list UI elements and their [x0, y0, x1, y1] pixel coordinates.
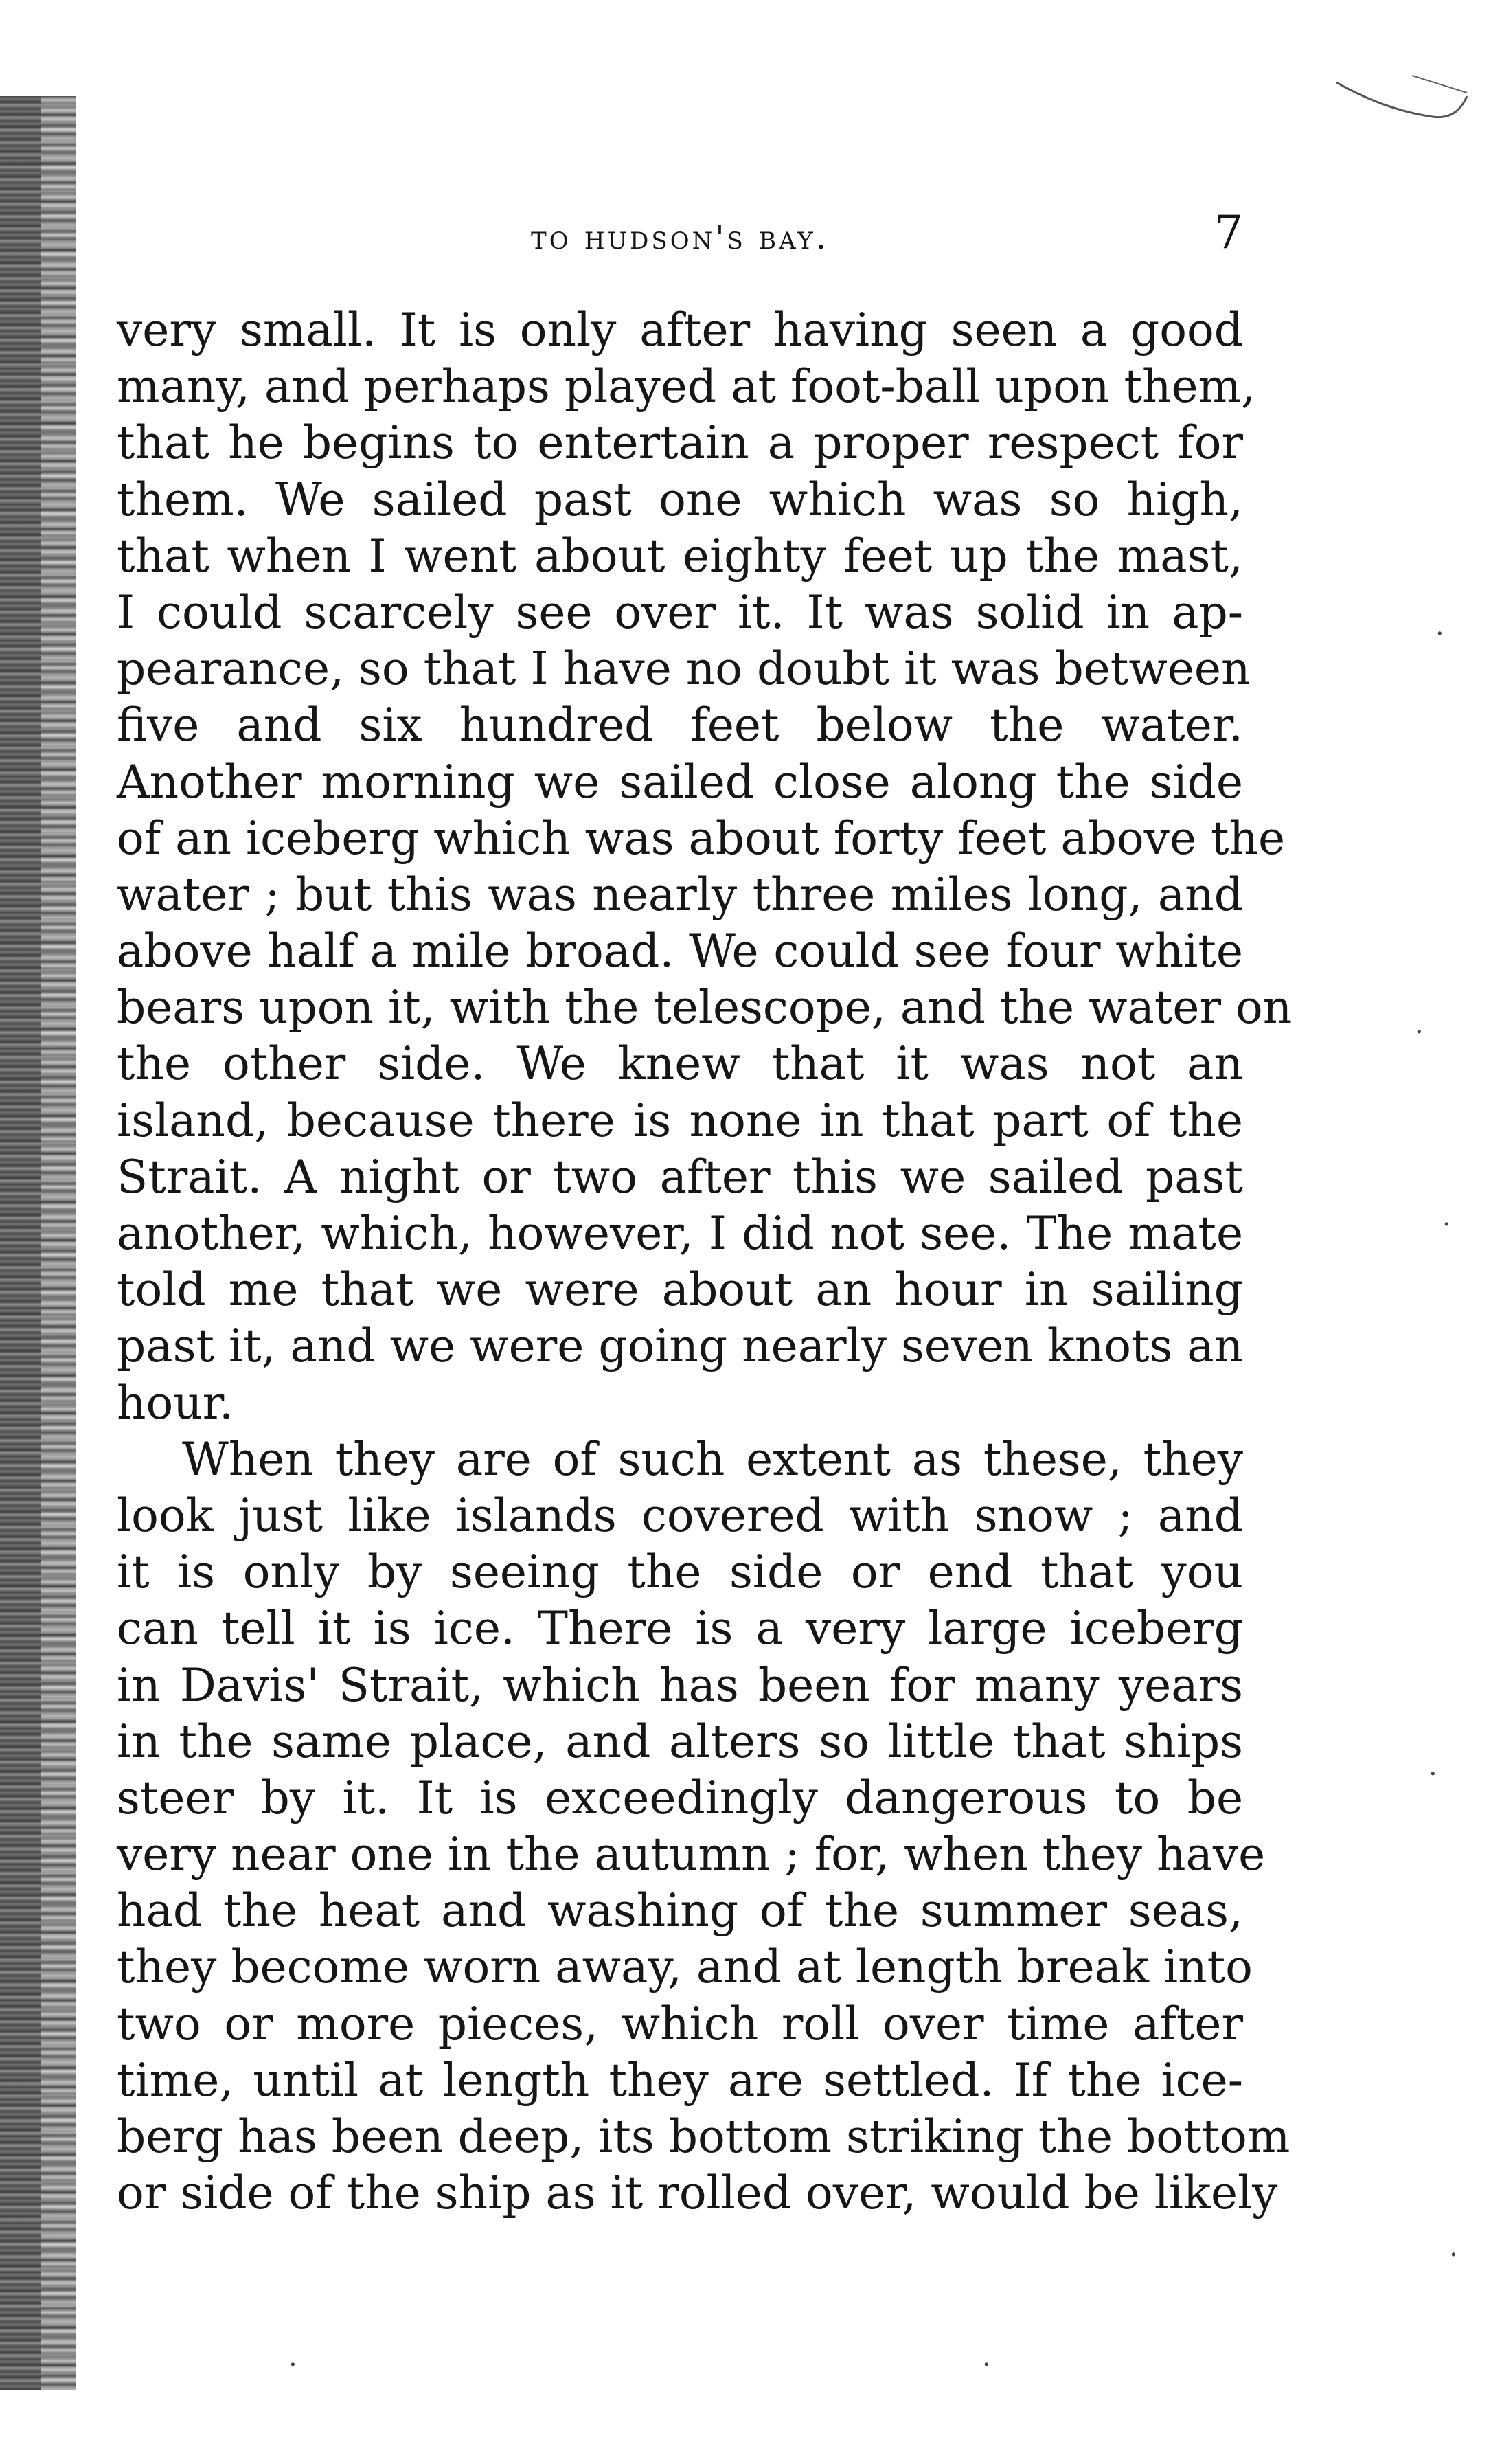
text-line: that when I went about eighty feet up the mast,	[117, 529, 1243, 583]
text-line: two or more pieces, which roll over time after	[117, 1997, 1243, 2050]
text-line: pearance, so that I have no doubt it was between	[117, 642, 1251, 696]
text-line: them. We sailed past one which was so high,	[117, 473, 1243, 526]
text-line: When they are of such extent as these, they	[182, 1432, 1243, 1486]
text-line: can tell it is ice. There is a very large iceberg	[117, 1602, 1243, 1655]
text-line: another, which, however, I did not see. The mate	[117, 1207, 1243, 1260]
margin-speck: ·	[1429, 1759, 1437, 1790]
text-line: above half a mile broad. We could see four white	[117, 925, 1243, 978]
text-line: had the heat and washing of the summer seas,	[117, 1884, 1243, 1938]
text-line: berg has been deep, its bottom striking the bottom	[117, 2110, 1290, 2163]
margin-speck: ·	[1449, 2239, 1458, 2271]
body-text	[117, 302, 1293, 2222]
text-line: that he begins to entertain a proper respect for	[117, 416, 1243, 470]
text-line: very near one in the autumn ; for, when they have	[117, 1828, 1266, 1881]
text-line: many, and perhaps played at foot-ball upon them,	[117, 360, 1256, 414]
text-line: told me that we were about an hour in sailing	[117, 1263, 1243, 1317]
text-line: Strait. A night or two after this we sailed past	[117, 1150, 1243, 1203]
text-line: time, until at length they are settled. If the ice-	[117, 2053, 1243, 2107]
text-line: they become worn away, and at length break into	[117, 1941, 1253, 1994]
text-line: in the same place, and alters so little that ships	[117, 1715, 1243, 1768]
text-line: steer by it. It is exceedingly dangerous to be	[117, 1771, 1243, 1824]
text-line: water ; but this was nearly three miles long, and	[117, 868, 1243, 921]
running-head	[117, 206, 1243, 268]
text-line: look just like islands covered with snow ; and	[117, 1489, 1243, 1542]
text-line: the other side. We knew that it was not an	[117, 1037, 1243, 1091]
margin-speck: ·	[1435, 618, 1444, 650]
text-line: bears upon it, with the telescope, and the water on	[117, 981, 1293, 1035]
text-line: I could scarcely see over it. It was solid in ap-	[117, 585, 1243, 639]
text-line: or side of the ship as it rolled over, would be likely	[117, 2167, 1278, 2220]
paragraph-1	[117, 302, 1293, 1432]
text-line: Another morning we sailed close along the side	[117, 755, 1243, 809]
text-line: island, because there is none in that part of the	[117, 1094, 1243, 1147]
page-binding-edge	[0, 96, 76, 2390]
margin-speck: ·	[1415, 1017, 1424, 1048]
text-line: of an iceberg which was about forty feet above the	[117, 811, 1286, 865]
text-line: five and six hundred feet below the water.	[117, 699, 1243, 752]
paragraph-2	[117, 1432, 1290, 2222]
text-line: past it, and we were going nearly seven knots an	[117, 1320, 1244, 1373]
margin-speck: ·	[982, 2349, 991, 2381]
margin-speck: ·	[1442, 1209, 1451, 1241]
page-number: 7	[1214, 206, 1243, 259]
text-line: in Davis' Strait, which has been for many years	[117, 1658, 1243, 1712]
margin-speck: ·	[288, 2349, 297, 2381]
text-line: hour.	[117, 1376, 234, 1429]
text-line: very small. It is only after having seen a good	[117, 304, 1243, 357]
pencil-mark	[1330, 69, 1474, 158]
running-title: to hudson's bay.	[531, 218, 829, 257]
text-line: it is only by seeing the side or end that you	[117, 1546, 1243, 1599]
